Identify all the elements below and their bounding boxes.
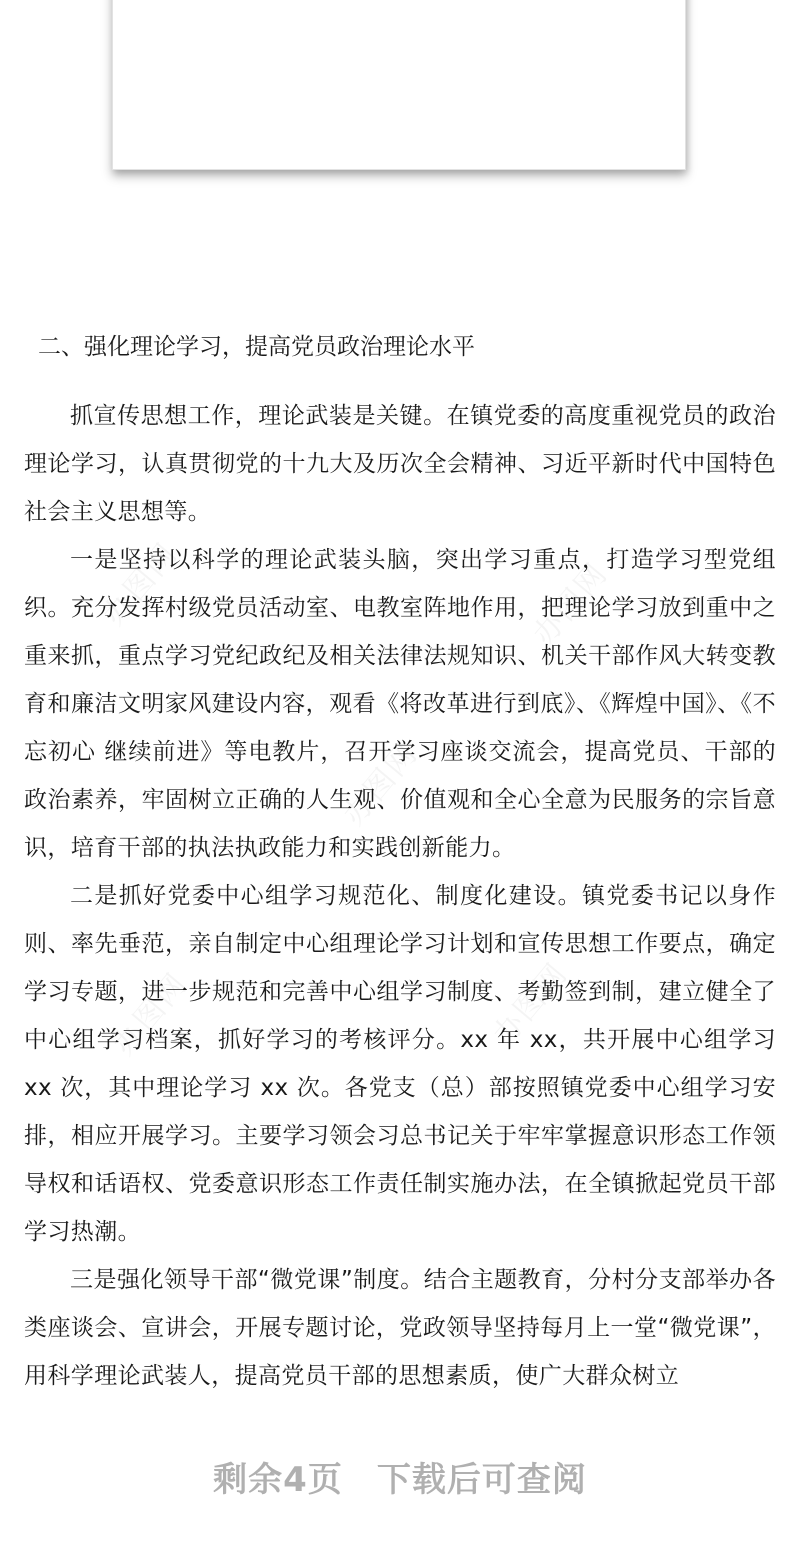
watermark: 办图网 bbox=[527, 556, 615, 652]
paragraph: 一是坚持以科学的理论武装头脑，突出学习重点，打造学习型党组织。充分发挥村级党员活动室、电教室阵地作用，把理论学习放到重中之重来抓，重点学习党纪政纪及相关法律法规知识、机关干部作风大转变教育和廉洁文明家风建设内容，观看《将改革进行到底》、《辉煌中国》、《不忘初心 继续前进》等电教片，召开学习座谈交流会，提高党员、干部的政治素养，牢固树立正确的人生观、价值观和全心全意为民服务的宗旨意识，培育干部的执法执政能力和实践创新能力。 bbox=[24, 547, 776, 861]
remaining-pages-label: 剩余4页 bbox=[213, 1460, 343, 1500]
download-to-read-more-button[interactable] bbox=[0, 1445, 800, 1515]
download-hint-label: 下载后可查阅 bbox=[376, 1460, 587, 1500]
document-body bbox=[24, 324, 776, 1400]
paragraph: 二是抓好党委中心组学习规范化、制度化建设。镇党委书记以身作则、率先垂范，亲自制定中心组理论学习计划和宣传思想工作要点，确定学习专题，进一步规范和完善中心组学习制度、考勤签到制，建立健全了中心组学习档案，抓好学习的考核评分。xx 年 xx，共开展中心组学习 xx 次，其中理论学习 xx 次。各党支（总）部按照镇党委中心组学习安排，相应开展学习。主要学习领会习总书记关于牢牢掌握意识形态工作领导权和话语权、党委意识形态工作责任制实施办法，在全镇掀起党员干部学习热潮。 bbox=[24, 883, 776, 1245]
section-heading: 二、强化理论学习，提高党员政治理论水平 bbox=[38, 334, 475, 360]
watermark: 办图网 bbox=[107, 966, 195, 1062]
previous-page-preview bbox=[112, 0, 686, 170]
paragraph: 三是强化领导干部“微党课”制度。结合主题教育，分村分支部举办各类座谈会、宣讲会，开展专题讨论，党政领导坚持每月上一堂“微党课”，用科学理论武装人，提高党员干部的思想素质，使广大群众树立 bbox=[24, 1267, 776, 1389]
watermark: 办图网 bbox=[97, 536, 185, 632]
watermark: 办图网 bbox=[337, 736, 425, 832]
paragraph: 抓宣传思想工作，理论武装是关键。在镇党委的高度重视党员的政治理论学习，认真贯彻党的十九大及历次全会精神、习近平新时代中国特色社会主义思想等。 bbox=[24, 403, 776, 525]
watermark: 办图网 bbox=[487, 956, 575, 1052]
